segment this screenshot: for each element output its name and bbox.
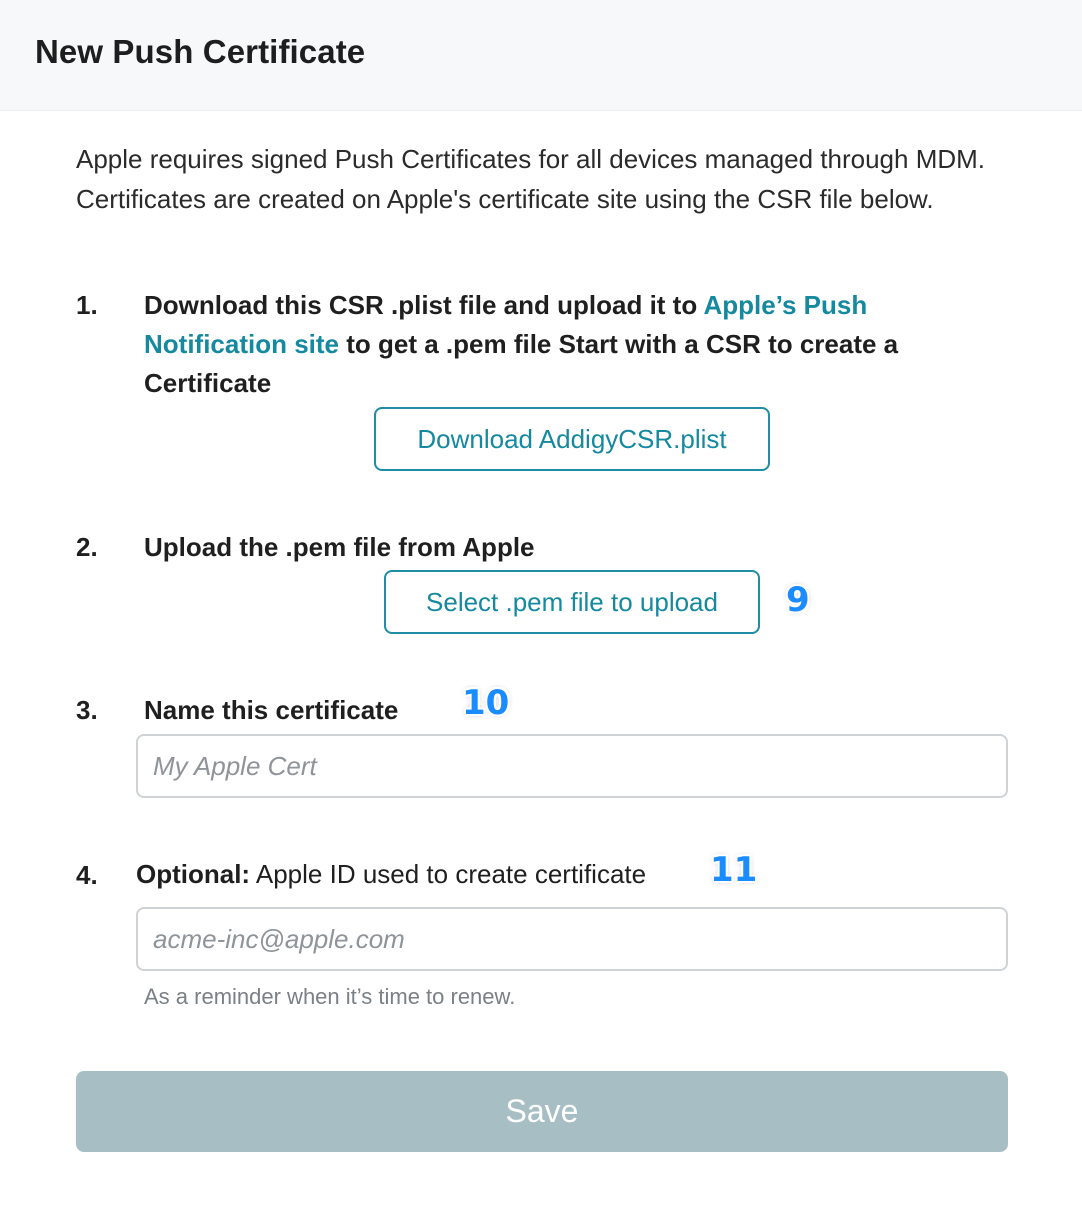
annotation-badge-10: 10 [462,683,510,723]
step-3-text: Name this certificate [144,695,399,725]
certificate-name-input[interactable] [136,734,1008,798]
annotation-badge-9: 9 [786,580,810,620]
modal-title: New Push Certificate [35,33,366,70]
step-1-number: 1. [76,290,98,320]
modal-header [0,0,1082,111]
step-4-label: Apple ID used to create certificate [250,859,647,889]
step-2-number: 2. [76,532,98,562]
step-4-number: 4. [76,860,98,890]
step-1-text-after: to get a .pem file Start with a CSR to create a Certificate [144,329,899,398]
step-1-text-before: Download this CSR .plist file and upload it to [144,290,704,320]
select-pem-file-button[interactable]: Select .pem file to upload [384,570,760,634]
annotation-badge-11: 11 [710,850,758,890]
step-3-number: 3. [76,695,98,725]
save-button[interactable]: Save [76,1071,1008,1152]
intro-text: Apple requires signed Push Certificates for all devices managed through MDM. Certificates are created on Apple's certificate site using the CSR file below. [76,144,986,214]
step-1-text [144,286,1014,403]
download-csr-button[interactable]: Download AddigyCSR.plist [374,407,770,471]
apple-push-notification-link[interactable]: Apple’s Push Notification site [144,290,868,359]
apple-id-input[interactable] [136,907,1008,971]
step-4-optional-label: Optional: [136,859,251,889]
step-4-text [136,855,646,894]
step-2-text: Upload the .pem file from Apple [144,532,535,562]
apple-id-helper-text: As a reminder when it’s time to renew. [144,984,516,1009]
